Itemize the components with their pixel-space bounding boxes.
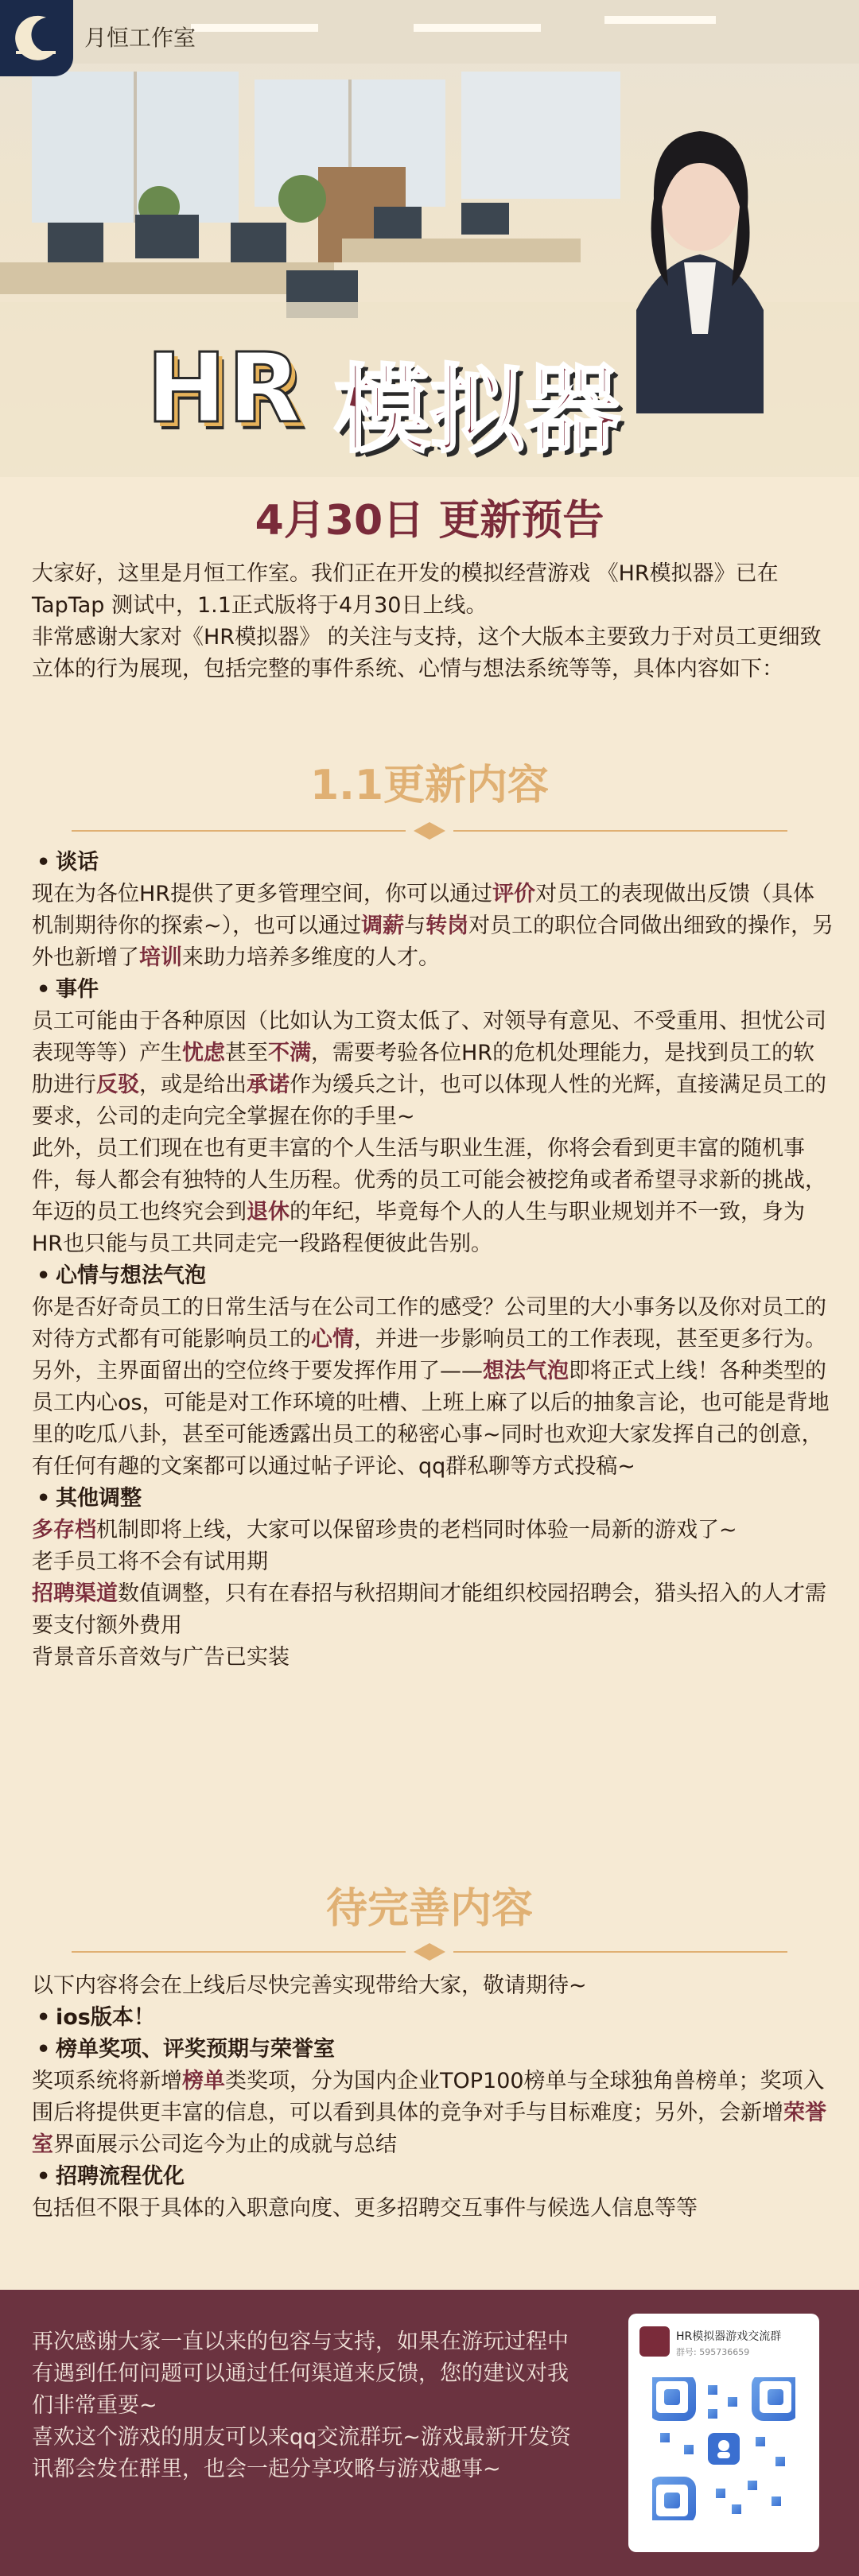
mood-paragraph-1: 你是否好奇员工的日常生活与在公司工作的感受？公司里的大小事务以及你对员工的对待方式都有可能影响员工的心情，并进一步影响员工的工作表现，甚至更多行为。 — [32, 1295, 826, 1352]
keyword-transfer: 转岗 — [426, 914, 469, 938]
pending-content — [32, 1970, 835, 2225]
other-line-3: 招聘渠道数值调整，只有在春招与秋招期间才能组织校园招聘会，猎头招入的人才需要支付额外费用 — [32, 1581, 826, 1638]
keyword-evaluate: 评价 — [492, 882, 536, 906]
hr-character-illustration — [636, 131, 764, 413]
hero-banner — [0, 0, 859, 477]
keyword-multi-save: 多存档 — [32, 1518, 96, 1542]
talk-paragraph: 现在为各位HR提供了更多管理空间，你可以通过评价对员工的表现做出反馈（具体机制期待你的探索~），也可以通过调薪与转岗对员工的职位合同做出细致的操作，另外也新增了培训来助力培养多维度的人才。 — [32, 882, 834, 970]
keyword-retire: 退休 — [247, 1200, 290, 1224]
qr-code-icon[interactable] — [652, 2377, 795, 2520]
update-date-title: 4月30日 更新预告 — [255, 497, 604, 545]
keyword-salary: 调薪 — [361, 914, 405, 938]
pending-intro: 以下内容将会在上线后尽快完善实现带给大家，敬请期待~ — [32, 1973, 587, 1998]
other-line-2: 老手员工将不会有试用期 — [32, 1550, 268, 1574]
keyword-ranking: 榜单 — [182, 2069, 225, 2093]
game-title-hr: HR — [146, 334, 303, 444]
game-title-simulator: 模拟器 — [334, 355, 620, 466]
qq-group-card[interactable] — [628, 2314, 819, 2552]
bullet-ios: • ios版本！ — [32, 2002, 835, 2034]
bullet-mood: • 心情与想法气泡 — [32, 1260, 835, 1292]
footer-qq-invite: 喜欢这个游戏的朋友可以来qq交流群玩~游戏最新开发资讯都会发在群里，也会一起分享攻略与游戏趣事~ — [32, 2425, 571, 2481]
bullet-awards: • 榜单奖项、评奖预期与荣誉室 — [32, 2034, 835, 2066]
bullet-talk: • 谈话 — [32, 847, 835, 879]
qq-group-name: HR模拟器游戏交流群 — [676, 2330, 782, 2343]
qq-group-number: 群号: 595736659 — [676, 2347, 750, 2357]
keyword-honor-room: 荣誉室 — [32, 2101, 826, 2157]
section-title-pending: 待完善内容 — [325, 1885, 533, 1933]
keyword-mood: 心情 — [311, 1327, 354, 1352]
studio-name: 月恒工作室 — [84, 25, 196, 51]
keyword-thought-bubble: 想法气泡 — [483, 1359, 569, 1383]
footer-thanks: 再次感谢大家一直以来的包容与支持，如果在游玩过程中有遇到任何问题可以通过任何渠道来反馈，您的建议对我们非常重要~ — [32, 2330, 569, 2418]
keyword-training: 培训 — [139, 945, 182, 970]
hiring-paragraph: 包括但不限于具体的入职意向度、更多招聘交互事件与候选人信息等等 — [32, 2196, 698, 2221]
intro-paragraph-1: 大家好，这里是月恒工作室。我们正在开发的模拟经营游戏 《HR模拟器》已在 TapTap 测试中，1.1正式版将于4月30日上线。 — [32, 561, 779, 618]
keyword-recruit-channel: 招聘渠道 — [32, 1581, 118, 1606]
intro-paragraph-2: 非常感谢大家对《HR模拟器》 的关注与支持，这个大版本主要致力于对员工更细致立体的行为展现，包括完整的事件系统、心情与想法系统等等，具体内容如下： — [32, 625, 822, 681]
intro-text — [32, 558, 835, 685]
group-avatar — [639, 2326, 670, 2357]
keyword-rebut: 反驳 — [96, 1073, 139, 1097]
bullet-hiring: • 招聘流程优化 — [32, 2161, 835, 2193]
awards-paragraph: 奖项系统将新增榜单类奖项，分为国内企业TOP100榜单与全球独角兽榜单；奖项入围后将提供更丰富的信息，可以看到具体的竞争对手与目标难度；另外，会新增荣誉室界面展示公司迄今为止的成就与总结 — [32, 2069, 826, 2157]
studio-logo — [0, 0, 73, 76]
other-line-4: 背景音乐音效与广告已实装 — [32, 1645, 290, 1670]
section-title-update: 1.1更新内容 — [309, 762, 550, 809]
events-paragraph-1: 员工可能由于各种原因（比如认为工资太低了、对领导有意见、不受重用、担忧公司表现等等）产生忧虑甚至不满，需要考验各位HR的危机处理能力，是找到员工的软肋进行反驳，或是给出承诺作为缓兵之计，也可以体现人性的光辉，直接满足员工的要求，公司的走向完全掌握在你的手里~ — [32, 1009, 826, 1129]
keyword-dissatisfied: 不满 — [268, 1041, 311, 1065]
footer-text — [32, 2326, 589, 2485]
keyword-promise: 承诺 — [247, 1073, 290, 1097]
events-paragraph-2: 此外，员工们现在也有更丰富的个人生活与职业生涯，你将会看到更丰富的随机事件，每人都会有独特的人生历程。优秀的员工可能会被挖角或者希望寻求新的挑战，年迈的员工也终究会到退休的年纪，毕竟每个人的人生与职业规划并不一致，身为HR也只能与员工共同走完一段路程便彼此告别。 — [32, 1136, 826, 1256]
bullet-events: • 事件 — [32, 974, 835, 1006]
footer — [0, 2290, 859, 2576]
keyword-worry: 忧虑 — [182, 1041, 225, 1065]
bullet-other: • 其他调整 — [32, 1483, 835, 1515]
section-divider — [72, 819, 787, 843]
section-divider-2 — [72, 1940, 787, 1964]
update-content — [32, 847, 835, 1674]
mood-paragraph-2: 另外，主界面留出的空位终于要发挥作用了——想法气泡即将正式上线！各种类型的员工内心os，可能是对工作环境的吐槽、上班上麻了以后的抽象言论，也可能是背地里的吃瓜八卦，甚至可能透露出员工的秘密心事~同时也欢迎大家发挥自己的创意，有任何有趣的文案都可以通过帖子评论、qq群私聊等方式投稿~ — [32, 1359, 830, 1479]
other-line-1: 多存档机制即将上线，大家可以保留珍贵的老档同时体验一局新的游戏了~ — [32, 1518, 737, 1542]
